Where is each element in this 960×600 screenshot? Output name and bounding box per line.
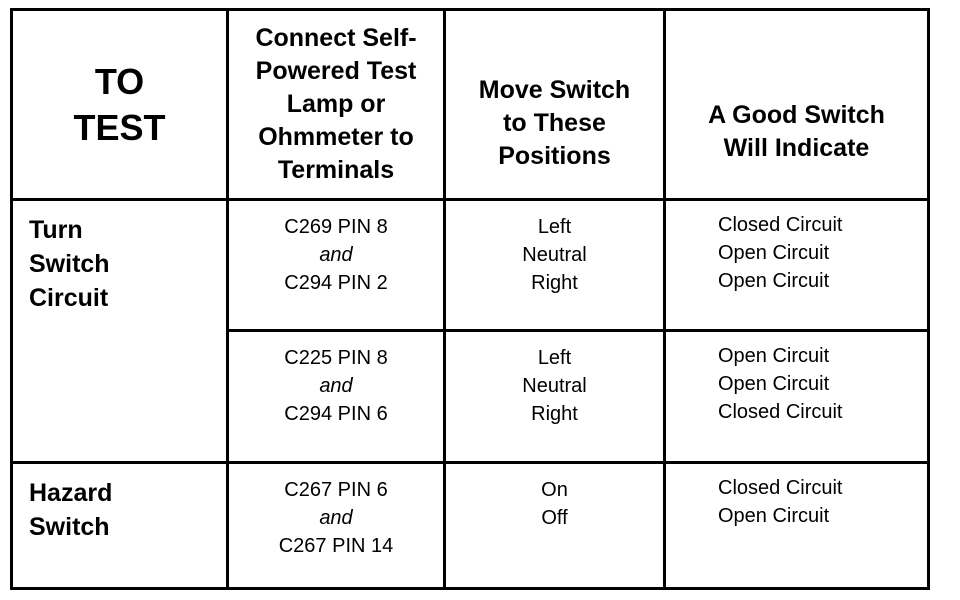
indication-item: Open Circuit <box>718 505 830 527</box>
header-connect-line: Ohmmeter to <box>258 123 414 151</box>
indication-cell <box>666 332 927 461</box>
position-item: Left <box>537 347 572 369</box>
row-label-turn-switch <box>13 201 226 461</box>
positions-cell <box>446 464 663 587</box>
terminal-b: C294 PIN 6 <box>284 403 388 425</box>
header-indicate-line: Will Indicate <box>723 133 870 162</box>
terminal-a: C267 PIN 6 <box>284 479 388 501</box>
position-item: Neutral <box>522 375 587 397</box>
header-connect-line: Terminals <box>277 156 395 184</box>
row-label-line: Circuit <box>29 284 109 312</box>
indication-item: Closed Circuit <box>718 401 843 423</box>
indication-item: Open Circuit <box>718 373 830 395</box>
header-to-test-line: TEST <box>73 106 166 148</box>
position-item: On <box>541 479 568 501</box>
header-indicate-line: A Good Switch <box>708 100 885 129</box>
switch-test-table <box>10 8 930 590</box>
header-to-test <box>13 11 226 198</box>
row-label-hazard-switch <box>13 464 226 587</box>
terminal-b: C294 PIN 2 <box>284 272 388 294</box>
indication-item: Open Circuit <box>718 242 830 264</box>
terminal-conjunction: and <box>319 244 353 266</box>
positions-cell <box>446 201 663 329</box>
row-label-line: Hazard <box>29 479 113 507</box>
position-item: Right <box>531 272 578 294</box>
terminal-a: C269 PIN 8 <box>284 216 388 238</box>
row-label-line: Switch <box>29 250 110 278</box>
position-item: Off <box>541 507 568 529</box>
positions-cell <box>446 332 663 461</box>
header-to-test-line: TO <box>94 60 145 102</box>
terminal-b: C267 PIN 14 <box>278 535 394 557</box>
header-move-switch <box>446 11 663 198</box>
terminals-cell <box>229 201 443 329</box>
row-label-line: Turn <box>29 216 83 244</box>
terminal-a: C225 PIN 8 <box>284 347 388 369</box>
header-connect-terminals <box>229 11 443 198</box>
header-connect-line: Connect Self- <box>255 24 417 52</box>
indication-item: Open Circuit <box>718 345 830 367</box>
terminals-cell <box>229 332 443 461</box>
header-connect-line: Powered Test <box>255 57 417 85</box>
header-good-switch <box>666 11 927 198</box>
terminal-conjunction: and <box>319 507 353 529</box>
terminals-cell <box>229 464 443 587</box>
position-item: Neutral <box>522 244 587 266</box>
indication-item: Closed Circuit <box>718 477 843 499</box>
indication-cell <box>666 464 927 587</box>
indication-item: Open Circuit <box>718 270 830 292</box>
header-move-line: Move Switch <box>478 76 631 104</box>
header-move-line: Positions <box>498 142 611 170</box>
position-item: Right <box>531 403 578 425</box>
row-label-line: Switch <box>29 513 110 541</box>
header-connect-line: Lamp or <box>286 90 386 118</box>
terminal-conjunction: and <box>319 375 353 397</box>
position-item: Left <box>537 216 572 238</box>
indication-item: Closed Circuit <box>718 214 843 236</box>
indication-cell <box>666 201 927 329</box>
header-move-line: to These <box>503 109 606 137</box>
